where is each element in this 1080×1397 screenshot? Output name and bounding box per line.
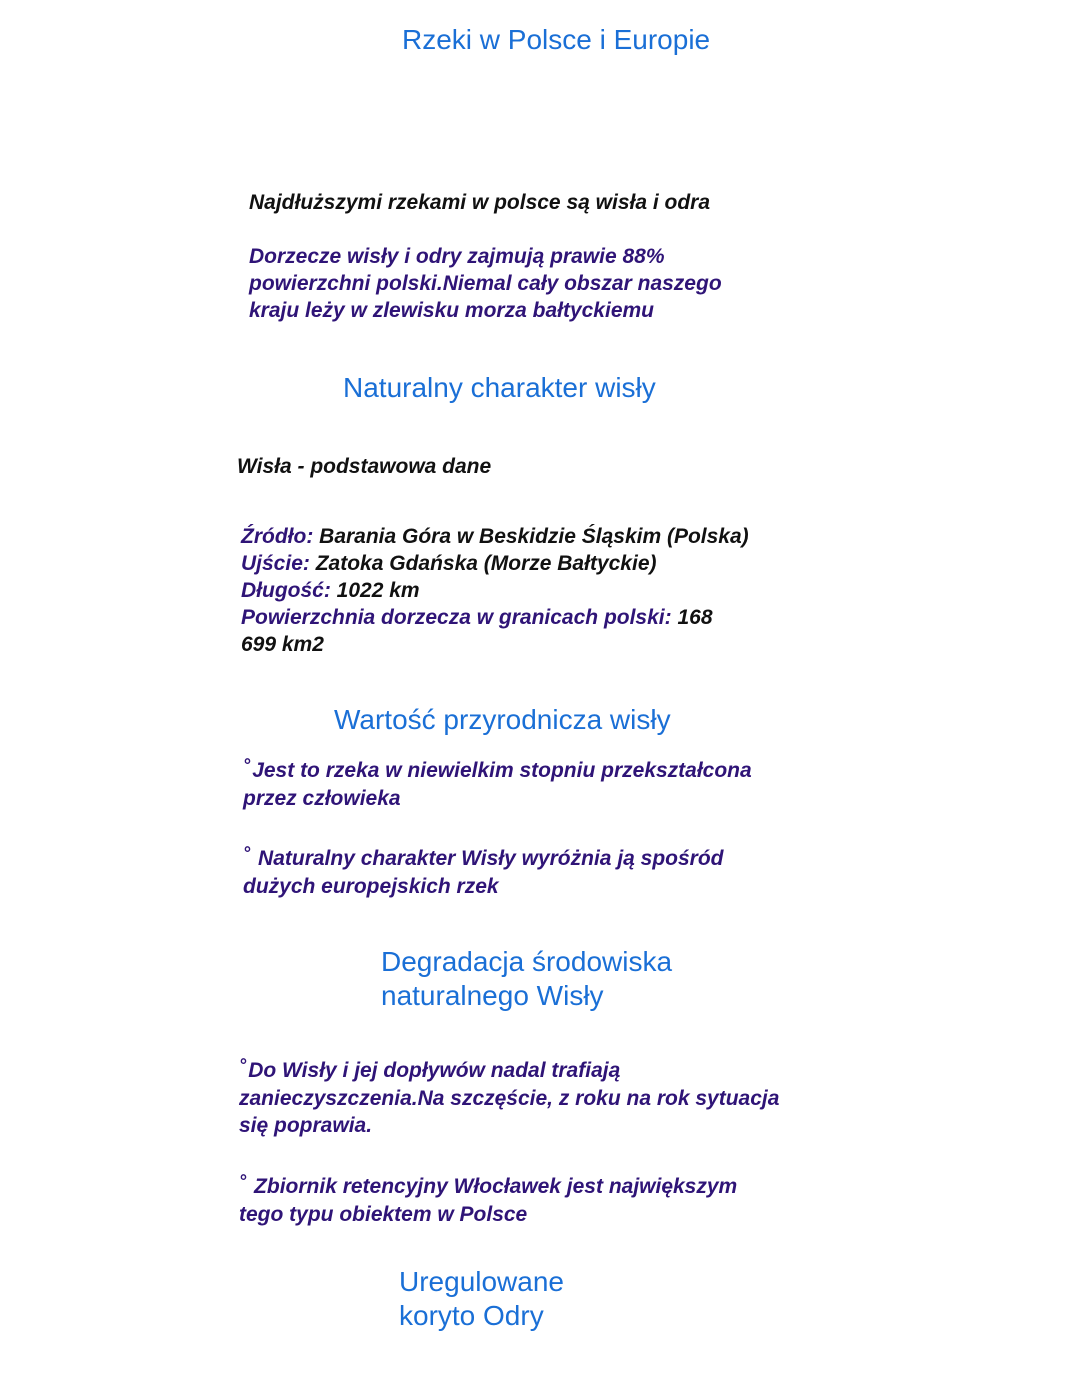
bullet-item (243, 757, 752, 812)
section-heading-natural-value: Wartość przyrodnicza wisły (334, 704, 671, 735)
intro-paragraph-line: kraju leży w zlewisku morza bałtyckiemu (249, 299, 654, 322)
bullet-text: Naturalny charakter Wisły wyróżnia ją spośród (252, 847, 724, 870)
bullet-text: Zbiornik retencyjny Włocławek jest największym (248, 1175, 738, 1198)
fact-length (241, 577, 749, 604)
bullet-icon: ° (243, 755, 251, 775)
bullet-item (243, 845, 724, 900)
intro-paragraph (249, 243, 722, 324)
fact-basin-area (241, 604, 749, 631)
bullet-text: Jest to rzeka w niewielkim stopniu przekształcona (252, 759, 752, 782)
section-heading-regulated-odra (399, 1265, 564, 1333)
bullet-line (239, 1057, 779, 1085)
heading-line: naturalnego Wisły (381, 980, 604, 1011)
bullet-text: Do Wisły i jej dopływów nadal trafiają (248, 1059, 621, 1082)
bullet-line (243, 845, 724, 873)
fact-value: 1022 km (330, 579, 420, 602)
section-heading-degradation (381, 945, 672, 1013)
bullet-icon: ° (239, 1171, 247, 1191)
fact-label: Źródło: (241, 525, 314, 548)
bullet-line: zanieczyszczenia.Na szczęście, z roku na rok sytuacja (239, 1087, 780, 1110)
fact-label: Ujście: (241, 552, 310, 575)
bullet-item (239, 1057, 779, 1139)
bullet-item (239, 1173, 737, 1228)
heading-line: Uregulowane (399, 1266, 564, 1297)
bullet-line: się poprawia. (239, 1114, 373, 1137)
fact-value: Barania Góra w Beskidzie Śląskim (Polska) (313, 525, 749, 548)
page-title: Rzeki w Polsce i Europie (402, 24, 711, 55)
heading-line: koryto Odry (399, 1300, 544, 1331)
bullet-line: dużych europejskich rzek (243, 875, 499, 898)
section-heading-natural-character: Naturalny charakter wisły (343, 372, 656, 403)
heading-line: Degradacja środowiska (381, 946, 673, 977)
fact-label: Długość: (241, 579, 331, 602)
intro-paragraph-line: Dorzecze wisły i odry zajmują prawie 88% (249, 245, 665, 268)
river-facts (241, 523, 749, 658)
bullet-line (239, 1173, 737, 1201)
bullet-icon: ° (239, 1055, 247, 1075)
fact-basin-area-cont: 699 km2 (241, 633, 324, 656)
fact-value: Zatoka Gdańska (Morze Bałtyckie) (309, 552, 657, 575)
fact-label: Powierzchnia dorzecza w granicach polski: (241, 606, 672, 629)
bullet-line: przez człowieka (243, 787, 401, 810)
bullet-line: tego typu obiektem w Polsce (239, 1203, 528, 1226)
section-subtitle: Wisła - podstawowa dane (237, 455, 492, 478)
bullet-line (243, 757, 752, 785)
fact-value: 168 (671, 606, 713, 629)
intro-paragraph-line: powierzchni polski.Niemal cały obszar naszego (249, 272, 722, 295)
bullet-icon: ° (243, 843, 251, 863)
fact-source (241, 523, 749, 550)
intro-line: Najdłuższymi rzekami w polsce są wisła i odra (249, 191, 711, 214)
fact-mouth (241, 550, 749, 577)
